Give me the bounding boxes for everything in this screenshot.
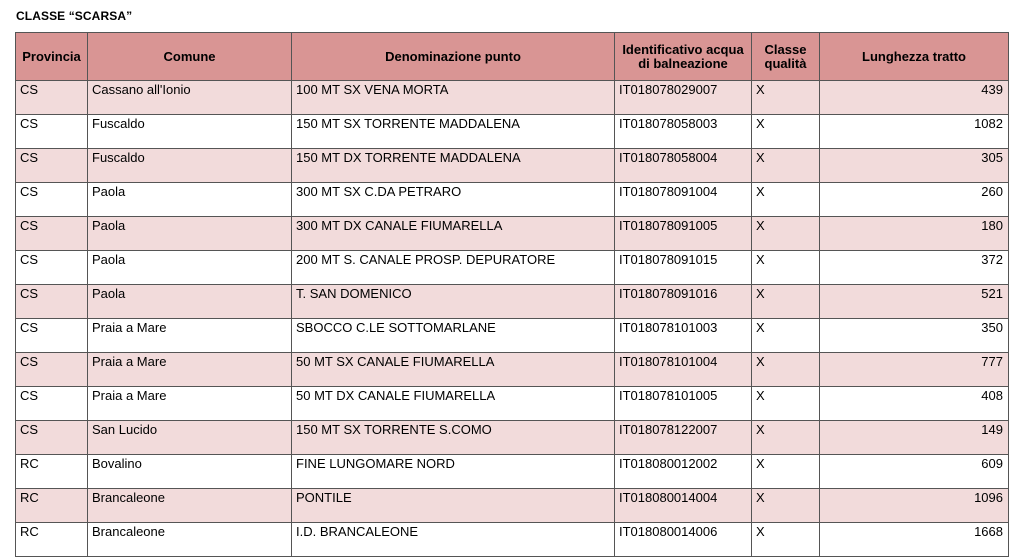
table-body [16,81,1009,557]
table-header-row [16,33,1009,81]
cell-denominazione: 100 MT SX VENA MORTA [292,81,615,115]
cell-denominazione: 150 MT SX TORRENTE MADDALENA [292,115,615,149]
scarsa-quality-table [15,32,1009,557]
cell-provincia: CS [16,285,88,319]
cell-comune: Praia a Mare [88,319,292,353]
table-row [16,217,1009,251]
cell-comune: Praia a Mare [88,387,292,421]
cell-lunghezza: 180 [820,217,1009,251]
table-row [16,319,1009,353]
cell-provincia: CS [16,353,88,387]
cell-comune: Paola [88,183,292,217]
cell-provincia: CS [16,319,88,353]
cell-provincia: CS [16,183,88,217]
cell-comune: Fuscaldo [88,115,292,149]
cell-identificativo: IT018080012002 [615,455,752,489]
cell-denominazione: SBOCCO C.LE SOTTOMARLANE [292,319,615,353]
cell-classe: X [752,285,820,319]
cell-identificativo: IT018078091015 [615,251,752,285]
cell-lunghezza: 305 [820,149,1009,183]
cell-identificativo: IT018078091004 [615,183,752,217]
header-lunghezza-tratto: Lunghezza tratto [820,33,1009,81]
cell-classe: X [752,115,820,149]
cell-denominazione: I.D. BRANCALEONE [292,523,615,557]
cell-classe: X [752,183,820,217]
cell-comune: Brancaleone [88,489,292,523]
cell-provincia: CS [16,421,88,455]
cell-classe: X [752,251,820,285]
section-title: CLASSE “SCARSA” [16,9,133,23]
table-row [16,489,1009,523]
cell-provincia: CS [16,115,88,149]
table-row [16,149,1009,183]
header-provincia: Provincia [16,33,88,81]
header-identificativo: Identificativo acqua di balneazione [615,33,752,81]
table-row [16,251,1009,285]
cell-identificativo: IT018078091005 [615,217,752,251]
header-comune: Comune [88,33,292,81]
cell-denominazione: 150 MT SX TORRENTE S.COMO [292,421,615,455]
cell-provincia: RC [16,455,88,489]
cell-identificativo: IT018078101004 [615,353,752,387]
cell-comune: Paola [88,251,292,285]
cell-identificativo: IT018078029007 [615,81,752,115]
cell-classe: X [752,81,820,115]
cell-classe: X [752,353,820,387]
table-row [16,285,1009,319]
cell-lunghezza: 260 [820,183,1009,217]
cell-identificativo: IT018078058003 [615,115,752,149]
cell-lunghezza: 609 [820,455,1009,489]
table-row [16,455,1009,489]
cell-lunghezza: 1096 [820,489,1009,523]
cell-provincia: RC [16,489,88,523]
cell-lunghezza: 777 [820,353,1009,387]
cell-classe: X [752,455,820,489]
table-row [16,81,1009,115]
cell-identificativo: IT018078058004 [615,149,752,183]
table-row [16,183,1009,217]
cell-identificativo: IT018078091016 [615,285,752,319]
cell-identificativo: IT018078101003 [615,319,752,353]
cell-classe: X [752,523,820,557]
cell-comune: Brancaleone [88,523,292,557]
cell-denominazione: 300 MT DX CANALE FIUMARELLA [292,217,615,251]
cell-provincia: CS [16,217,88,251]
cell-identificativo: IT018078122007 [615,421,752,455]
cell-denominazione: FINE LUNGOMARE NORD [292,455,615,489]
cell-denominazione: 150 MT DX TORRENTE MADDALENA [292,149,615,183]
cell-identificativo: IT018078101005 [615,387,752,421]
table-row [16,387,1009,421]
cell-classe: X [752,387,820,421]
cell-denominazione: 300 MT SX C.DA PETRARO [292,183,615,217]
cell-lunghezza: 1082 [820,115,1009,149]
cell-comune: Bovalino [88,455,292,489]
cell-provincia: CS [16,387,88,421]
cell-comune: San Lucido [88,421,292,455]
cell-lunghezza: 439 [820,81,1009,115]
cell-denominazione: 50 MT SX CANALE FIUMARELLA [292,353,615,387]
cell-provincia: CS [16,149,88,183]
cell-denominazione: 200 MT S. CANALE PROSP. DEPURATORE [292,251,615,285]
cell-lunghezza: 372 [820,251,1009,285]
cell-provincia: CS [16,251,88,285]
cell-lunghezza: 521 [820,285,1009,319]
header-denominazione-punto: Denominazione punto [292,33,615,81]
cell-lunghezza: 149 [820,421,1009,455]
cell-identificativo: IT018080014006 [615,523,752,557]
cell-comune: Cassano all'Ionio [88,81,292,115]
cell-denominazione: 50 MT DX CANALE FIUMARELLA [292,387,615,421]
cell-classe: X [752,217,820,251]
table-row [16,115,1009,149]
table-row [16,523,1009,557]
cell-lunghezza: 1668 [820,523,1009,557]
cell-comune: Praia a Mare [88,353,292,387]
cell-provincia: RC [16,523,88,557]
cell-denominazione: T. SAN DOMENICO [292,285,615,319]
cell-lunghezza: 350 [820,319,1009,353]
cell-classe: X [752,421,820,455]
cell-comune: Paola [88,217,292,251]
table-row [16,353,1009,387]
cell-identificativo: IT018080014004 [615,489,752,523]
cell-provincia: CS [16,81,88,115]
cell-denominazione: PONTILE [292,489,615,523]
header-classe-qualita: Classe qualità [752,33,820,81]
cell-comune: Fuscaldo [88,149,292,183]
cell-lunghezza: 408 [820,387,1009,421]
cell-classe: X [752,319,820,353]
cell-comune: Paola [88,285,292,319]
cell-classe: X [752,489,820,523]
cell-classe: X [752,149,820,183]
table-row [16,421,1009,455]
